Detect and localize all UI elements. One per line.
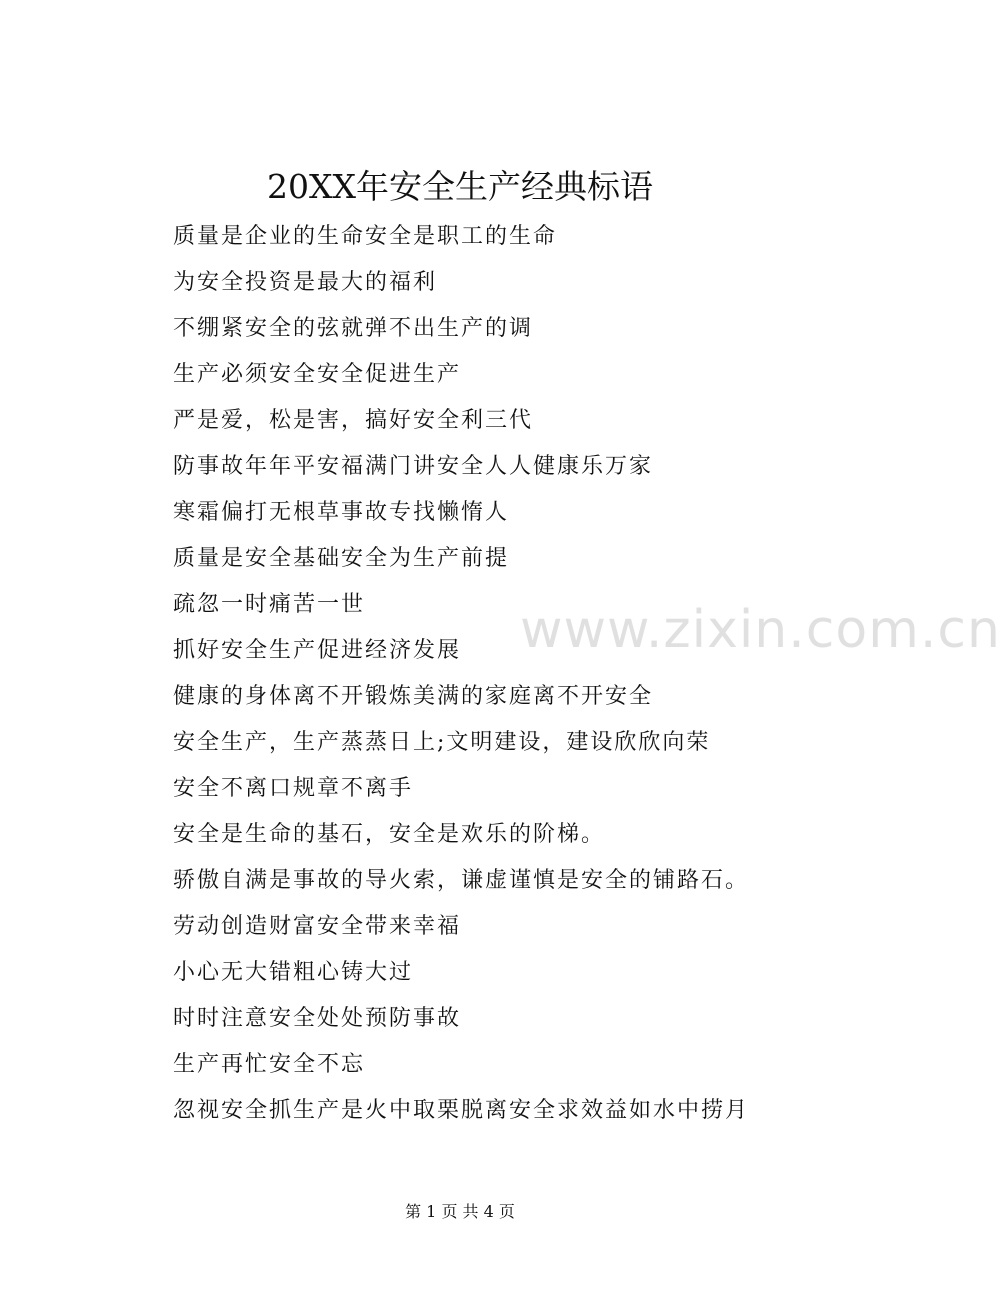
slogan-line: 质量是安全基础安全为生产前提 <box>173 546 510 571</box>
slogan-line: 为安全投资是最大的福利 <box>173 270 438 295</box>
slogan-line: 安全不离口规章不离手 <box>173 776 414 801</box>
slogan-list <box>173 216 749 1136</box>
document-title: 20XX年安全生产经典标语 <box>267 167 653 206</box>
slogan-line: 不绷紧安全的弦就弹不出生产的调 <box>173 316 534 341</box>
slogan-line: 劳动创造财富安全带来幸福 <box>173 914 462 939</box>
slogan-line: 防事故年年平安福满门讲安全人人健康乐万家 <box>173 454 654 479</box>
slogan-line: 健康的身体离不开锻炼美满的家庭离不开安全 <box>173 684 654 709</box>
slogan-line: 抓好安全生产促进经济发展 <box>173 638 462 663</box>
slogan-line: 忽视安全抓生产是火中取栗脱离安全求效益如水中捞月 <box>173 1098 750 1123</box>
slogan-line: 时时注意安全处处预防事故 <box>173 1006 462 1031</box>
slogan-line: 生产再忙安全不忘 <box>173 1052 366 1077</box>
slogan-line: 安全是生命的基石，安全是欢乐的阶梯。 <box>173 822 606 847</box>
slogan-line: 寒霜偏打无根草事故专找懒惰人 <box>173 500 510 525</box>
slogan-line: 疏忽一时痛苦一世 <box>173 592 366 617</box>
slogan-line: 骄傲自满是事故的导火索，谦虚谨慎是安全的铺路石。 <box>173 868 750 893</box>
slogan-line: 安全生产，生产蒸蒸日上;文明建设，建设欣欣向荣 <box>173 730 711 755</box>
watermark: www.zixin.com.cn <box>520 600 1001 660</box>
slogan-line: 生产必须安全安全促进生产 <box>173 362 462 387</box>
slogan-line: 严是爱，松是害，搞好安全利三代 <box>173 408 534 433</box>
slogan-line: 质量是企业的生命安全是职工的生命 <box>173 224 558 249</box>
slogan-line: 小心无大错粗心铸大过 <box>173 960 414 985</box>
page-footer: 第 1 页 共 4 页 <box>405 1202 515 1221</box>
